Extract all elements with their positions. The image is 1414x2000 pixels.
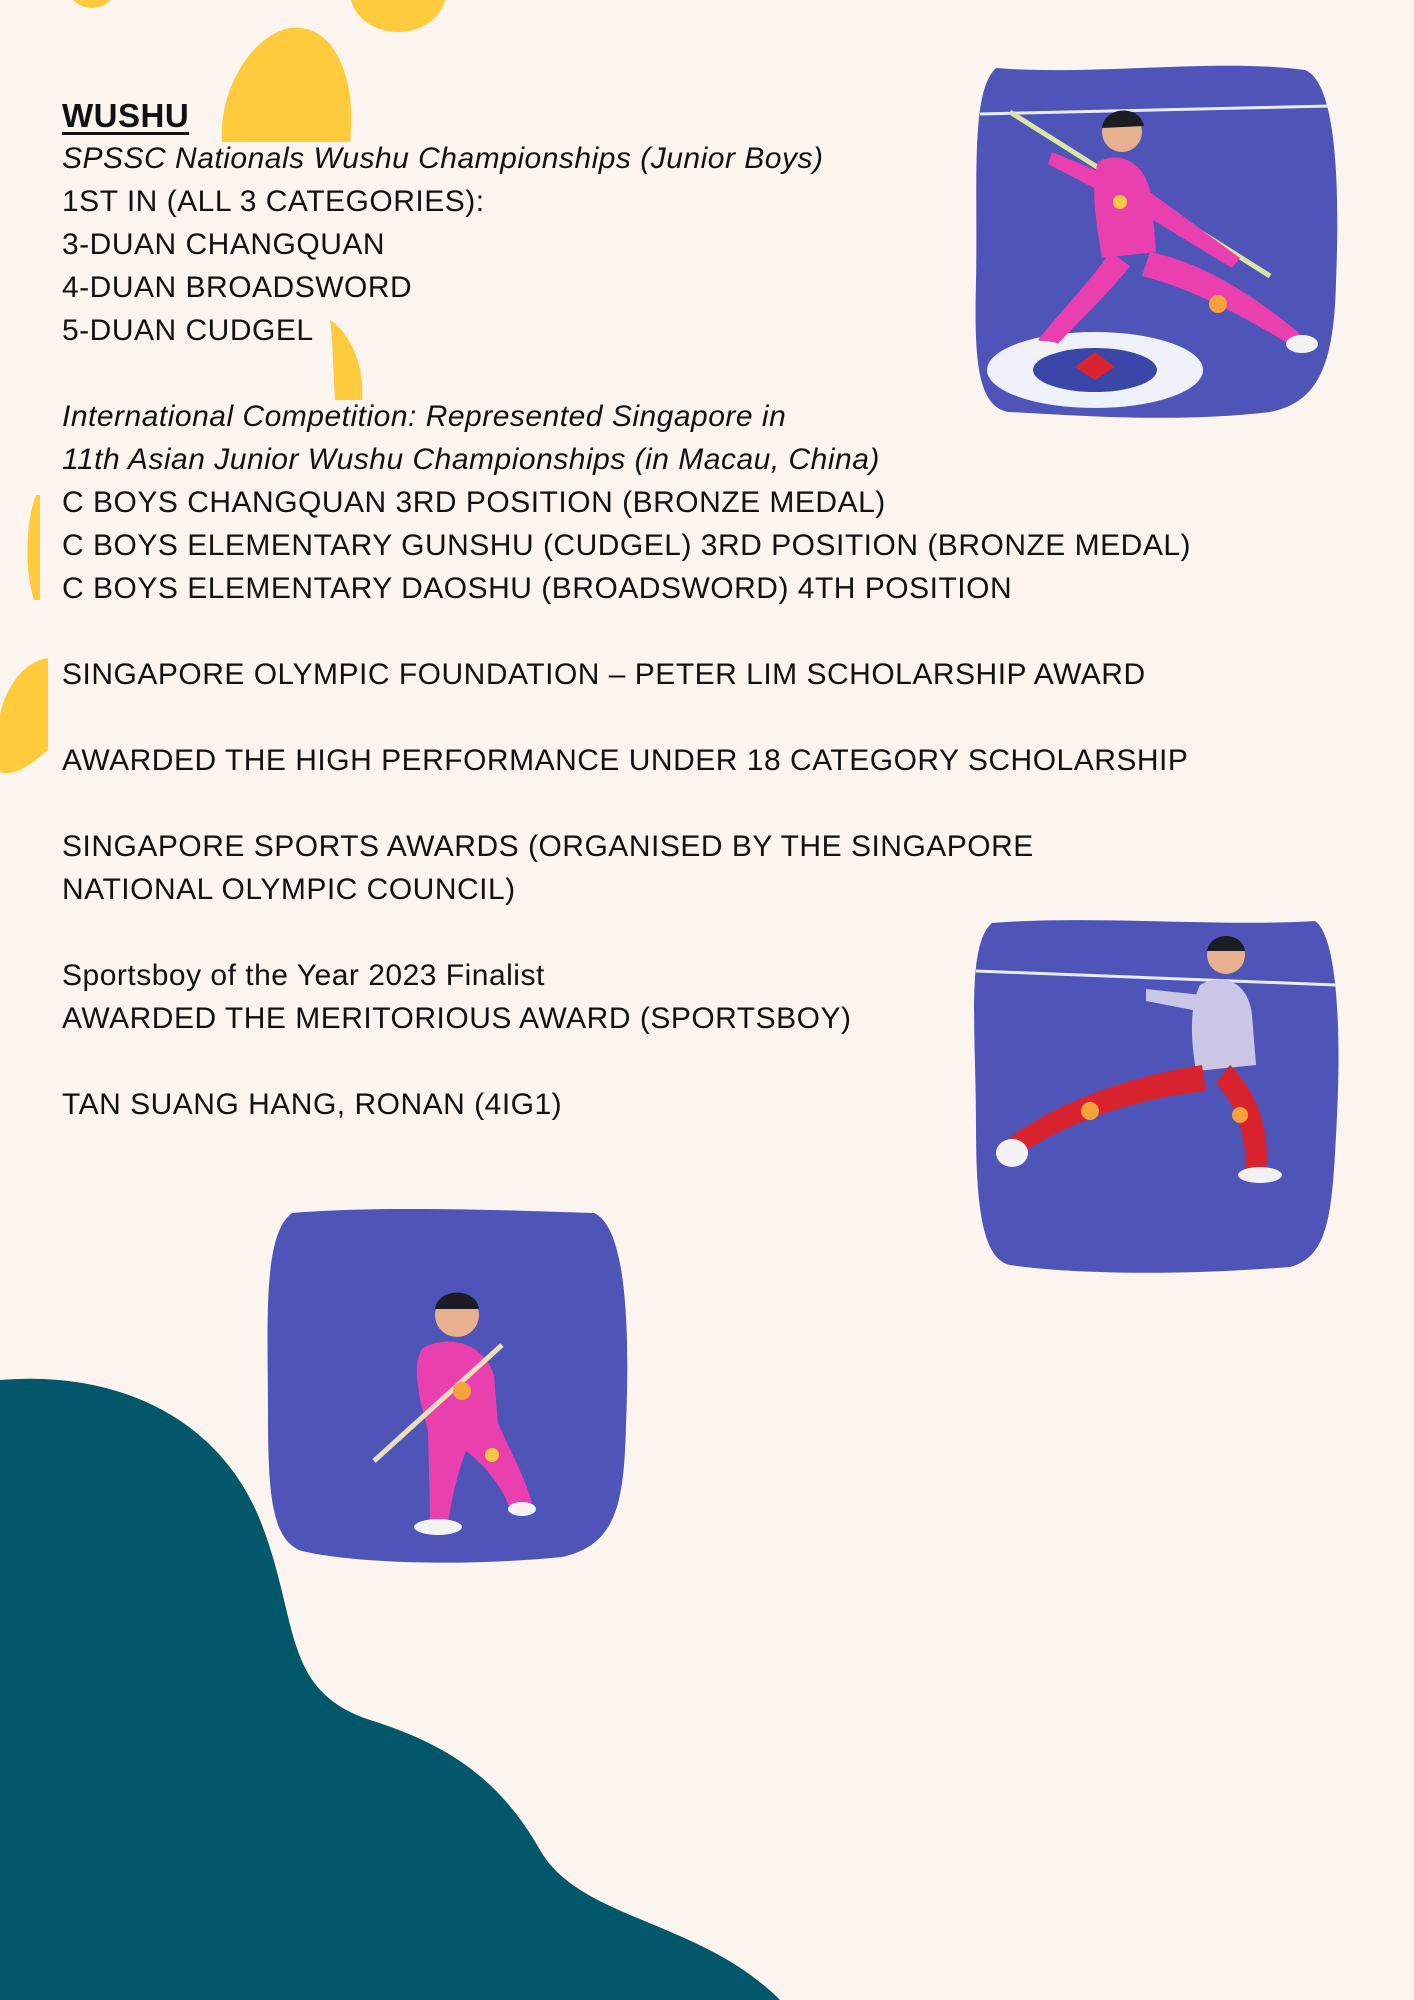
athlete-name: TAN SUANG HANG, RONAN (4IG1): [62, 1088, 563, 1121]
uniform-embroidery: [1113, 195, 1127, 209]
international-title-1: International Competition: Represented Singapore in: [62, 400, 787, 433]
scholarship-detail: AWARDED THE HIGH PERFORMANCE UNDER 18 CATEGORY SCHOLARSHIP: [62, 744, 1189, 777]
international-result: C BOYS ELEMENTARY DAOSHU (BROADSWORD) 4TH POSITION: [62, 572, 1013, 605]
national-line: 3-DUAN CHANGQUAN: [62, 228, 386, 261]
photo-cudgel-stance: [262, 1205, 632, 1567]
athlete-shoe: [996, 1139, 1028, 1167]
national-line: 1ST IN (ALL 3 CATEGORIES):: [62, 185, 485, 218]
uniform-embroidery: [1209, 295, 1227, 313]
international-result: C BOYS CHANGQUAN 3RD POSITION (BRONZE MEDAL): [62, 486, 886, 519]
international-result: C BOYS ELEMENTARY GUNSHU (CUDGEL) 3RD POSITION (BRONZE MEDAL): [62, 529, 1192, 562]
sports-awards-line-1: SINGAPORE SPORTS AWARDS (ORGANISED BY THE SINGAPORE: [62, 830, 1034, 863]
national-line: 4-DUAN BROADSWORD: [62, 271, 413, 304]
meritorious-award-line: AWARDED THE MERITORIOUS AWARD (SPORTSBOY): [62, 1002, 852, 1035]
national-line: 5-DUAN CUDGEL: [62, 314, 314, 347]
yellow-blob-top-left: [66, 0, 118, 8]
finalist-line: Sportsboy of the Year 2023 Finalist: [62, 959, 545, 992]
uniform-embroidery: [453, 1382, 471, 1400]
athlete-shoe: [508, 1502, 536, 1516]
athlete-shoe: [1238, 1167, 1282, 1183]
uniform-embroidery: [485, 1448, 499, 1462]
athlete-shoe: [414, 1519, 462, 1535]
uniform-embroidery: [1081, 1102, 1099, 1120]
sports-awards-line-2: NATIONAL OLYMPIC COUNCIL): [62, 873, 516, 906]
section-heading: WUSHU: [62, 97, 190, 134]
yellow-blob-left-1: [27, 495, 40, 600]
scholarship-title: SINGAPORE OLYMPIC FOUNDATION – PETER LIM SCHOLARSHIP AWARD: [62, 658, 1146, 691]
international-title-2: 11th Asian Junior Wushu Championships (in Macau, China): [62, 443, 880, 476]
photo-spear-stance: [970, 62, 1340, 424]
athlete-shoe: [1286, 335, 1318, 353]
uniform-embroidery: [1232, 1107, 1248, 1123]
athlete-shoe: [1022, 341, 1062, 355]
yellow-blob-top: [350, 0, 446, 32]
photo-red-uniform-stance: [970, 915, 1342, 1277]
national-title: SPSSC Nationals Wushu Championships (Junior Boys): [62, 142, 824, 175]
yellow-blob-left-2: [0, 658, 48, 773]
